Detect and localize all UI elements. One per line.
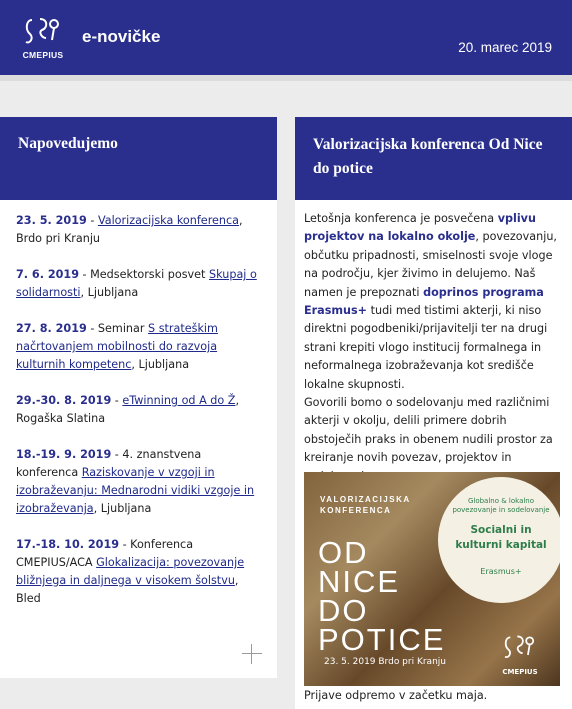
event-pre: - Medsektorski posvet <box>79 268 210 281</box>
cmepius-mark-icon <box>18 14 68 48</box>
event-pre: - <box>111 394 123 407</box>
event-date: 7. 6. 2019 <box>16 268 79 281</box>
article-highlight: vplivu projektov na lokalno okolje <box>304 212 536 244</box>
event-item <box>16 320 261 374</box>
registration-note: Prijave odpremo v začetku maja. <box>304 689 488 702</box>
event-post: , Ljubljana <box>131 358 190 371</box>
article-text: , povezovanju, občutku pripadnosti, smiselnosti svoje vloge na področju, kjer živimo in delujemo. Naš namen je prepoznati <box>304 230 557 299</box>
event-link[interactable]: S strateškim načrtovanjem mobilnosti do razvoja kulturnih kompetenc <box>16 322 218 371</box>
circle-erasmus: Erasmus+ <box>480 567 522 576</box>
poster-conf-line: VALORIZACIJSKA <box>320 495 411 504</box>
event-date: 17.-18. 10. 2019 <box>16 538 120 551</box>
conference-heading: Valorizacijska konferenca Od Nice do potice <box>295 117 572 200</box>
event-item <box>16 212 261 248</box>
event-link[interactable]: Glokalizacija: povezovanje bližnjega in daljnega v visokem šolstvu <box>16 556 245 587</box>
event-post: , Bled <box>16 574 239 605</box>
events-list <box>0 200 277 608</box>
newsletter-title: e-novičke <box>82 27 161 46</box>
event-post: , Ljubljana <box>93 502 152 515</box>
announcements-column <box>0 117 277 678</box>
article-text: Letošnja konferenca je posvečena <box>304 212 498 225</box>
poster-title-line: OD <box>318 535 369 570</box>
event-post: , Brdo pri Kranju <box>16 214 243 245</box>
poster-logo-text: CMEPIUS <box>502 668 538 676</box>
poster-title-line: NICE <box>318 564 401 599</box>
poster-title-line: POTICE <box>318 622 446 657</box>
event-item <box>16 266 261 302</box>
plus-icon <box>242 644 262 664</box>
announcements-heading: Napovedujemo <box>0 117 277 200</box>
poster-logo <box>498 632 542 676</box>
event-link[interactable]: Skupaj o solidarnosti <box>16 268 257 299</box>
article-text: tudi med tistimi akterji, ki niso direktni pogodbeniki/prijavitelji ter na drugi strani krepiti vlogo institucij formalnega in neformalnega izobraževanja kot središče lokalne skupnosti. <box>304 304 548 391</box>
cmepius-logo[interactable] <box>18 14 68 60</box>
event-link[interactable]: eTwinning od A do Ž <box>122 394 236 407</box>
logo-text: CMEPIUS <box>22 50 64 60</box>
event-date: 29.-30. 8. 2019 <box>16 394 112 407</box>
conference-poster[interactable] <box>304 472 560 686</box>
conference-article <box>295 200 572 486</box>
header-bar <box>0 0 572 75</box>
event-date: 23. 5. 2019 <box>16 214 87 227</box>
poster-conf-line: KONFERENCA <box>320 506 392 515</box>
circle-subtitle: Globalno & lokalno povezovanje in sodelovanje <box>452 497 550 514</box>
event-pre: - Konferenca CMEPIUS/ACA <box>16 538 194 569</box>
conference-column <box>295 117 572 709</box>
event-pre: - <box>86 214 98 227</box>
event-pre: - 4. znanstvena konferenca <box>16 448 202 479</box>
header-divider <box>0 75 572 81</box>
poster-date-place: 23. 5. 2019 Brdo pri Kranju <box>324 657 446 667</box>
event-date: 18.-19. 9. 2019 <box>16 448 112 461</box>
event-item <box>16 536 261 608</box>
article-paragraph: Govorili bomo o sodelovanju med različnimi akterji v okolju, delili primere dobrih obstoječih praks in obenem nudili prostor za kreiranje novih povezav, projektov in <box>304 396 553 465</box>
article-highlight: doprinos programa Erasmus+ <box>304 285 544 318</box>
event-post: , Ljubljana <box>80 286 139 299</box>
poster-conference-label <box>320 494 411 516</box>
poster-title <box>318 535 446 657</box>
circle-title: Socialni in kulturni kapital <box>455 524 547 551</box>
event-item <box>16 392 261 428</box>
event-item <box>16 446 261 518</box>
event-pre: - Seminar <box>86 322 149 335</box>
cmepius-mark-icon <box>498 632 542 662</box>
event-link[interactable]: Raziskovanje v vzgoji in izobraževanju: Mednarodni vidiki vzgoje in izobraževanja <box>16 466 255 515</box>
issue-date: 20. marec 2019 <box>458 40 552 55</box>
event-date: 27. 8. 2019 <box>16 322 87 335</box>
poster-circle-badge <box>438 477 560 603</box>
poster-title-line: DO <box>318 593 369 628</box>
event-link[interactable]: Valorizacijska konferenca <box>97 214 240 227</box>
event-post: , Rogaška Slatina <box>16 394 240 425</box>
